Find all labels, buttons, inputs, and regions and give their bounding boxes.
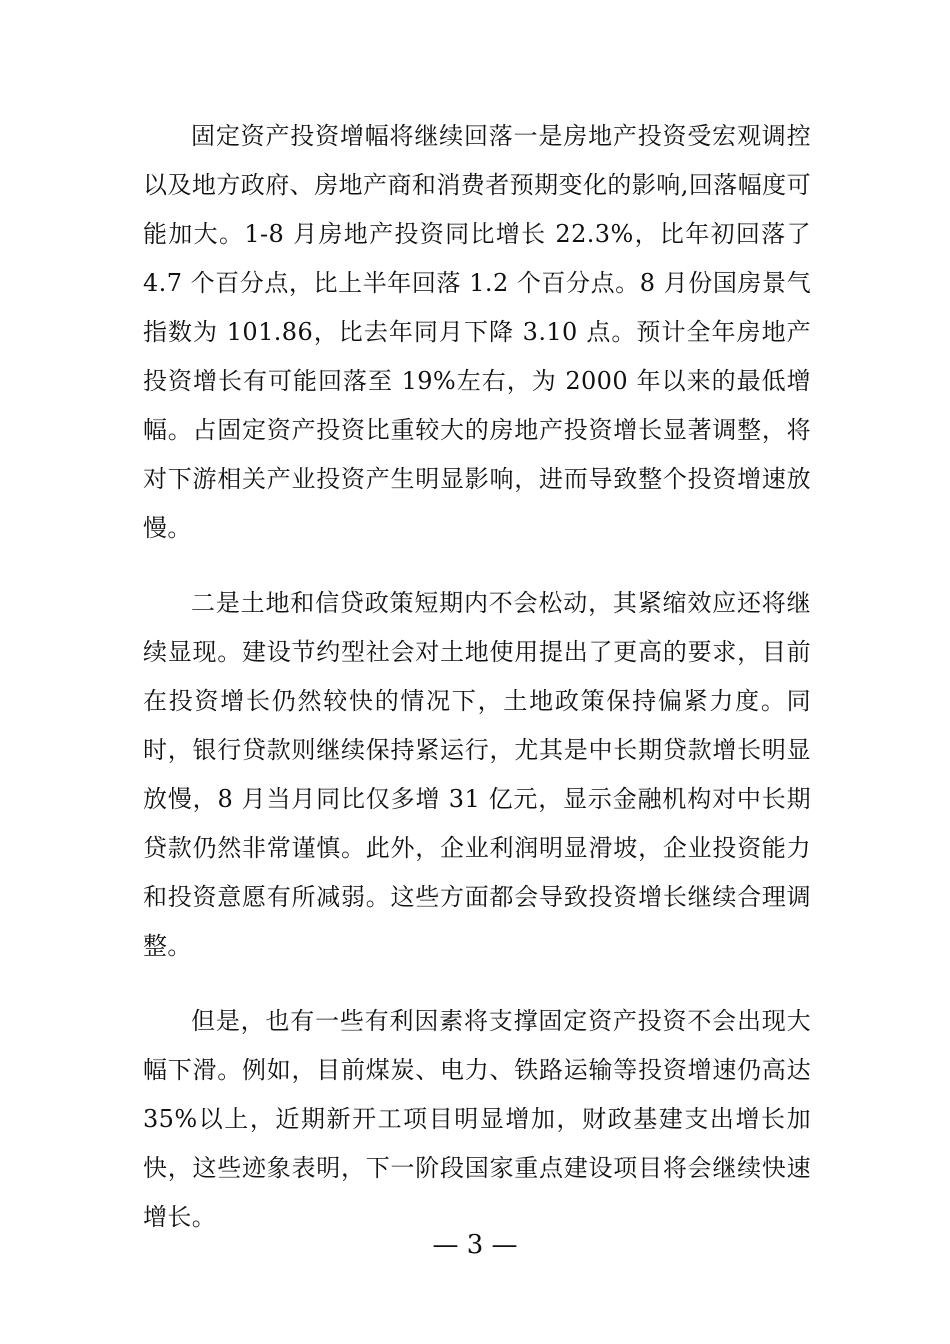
paragraph-land-credit-policy: 二是土地和信贷政策短期内不会松动，其紧缩效应还将继续显现。建设节约型社会对土地使用提出了更高的要求，目前在投资增长仍然较快的情况下，土地政策保持偏紧力度。同时，银行贷款则继续保持紧运行，尤其是中长期贷款增长明显放慢，8 月当月同比仅多增 31 亿元，显示金融机构对中长期贷款仍然非常谨慎。此外，企业利润明显滑坡，企业投资能力和投资意愿有所减弱。这些方面都会导致投资增长继续合理调整。 xyxy=(143,589,811,960)
page-number: — 3 — xyxy=(432,1230,518,1260)
paragraph-supporting-factors: 但是，也有一些有利因素将支撑固定资产投资不会出现大幅下滑。例如，目前煤炭、电力、铁路运输等投资增速仍高达 35%以上，近期新开工项目明显增加，财政基建支出增长加快，这些迹象表明，下一阶段国家重点建设项目将会继续快速增长。 xyxy=(143,1007,811,1231)
body-text xyxy=(143,112,811,1242)
paragraph-investment-decline: 固定资产投资增幅将继续回落一是房地产投资受宏观调控以及地方政府、房地产商和消费者预期变化的影响,回落幅度可能加大。1-8 月房地产投资同比增长 22.3%，比年初回落了 4.7 个百分点，比上半年回落 1.2 个百分点。8 月份国房景气指数为 101.86，比去年同月下降 3.10 点。预计全年房地产投资增长有可能回落至 19%左右，为 2000 年以来的最低增幅。占固定资产投资比重较大的房地产投资增长显著调整，将对下游相关产业投资产生明显影响，进而导致整个投资增速放慢。 xyxy=(143,122,811,542)
